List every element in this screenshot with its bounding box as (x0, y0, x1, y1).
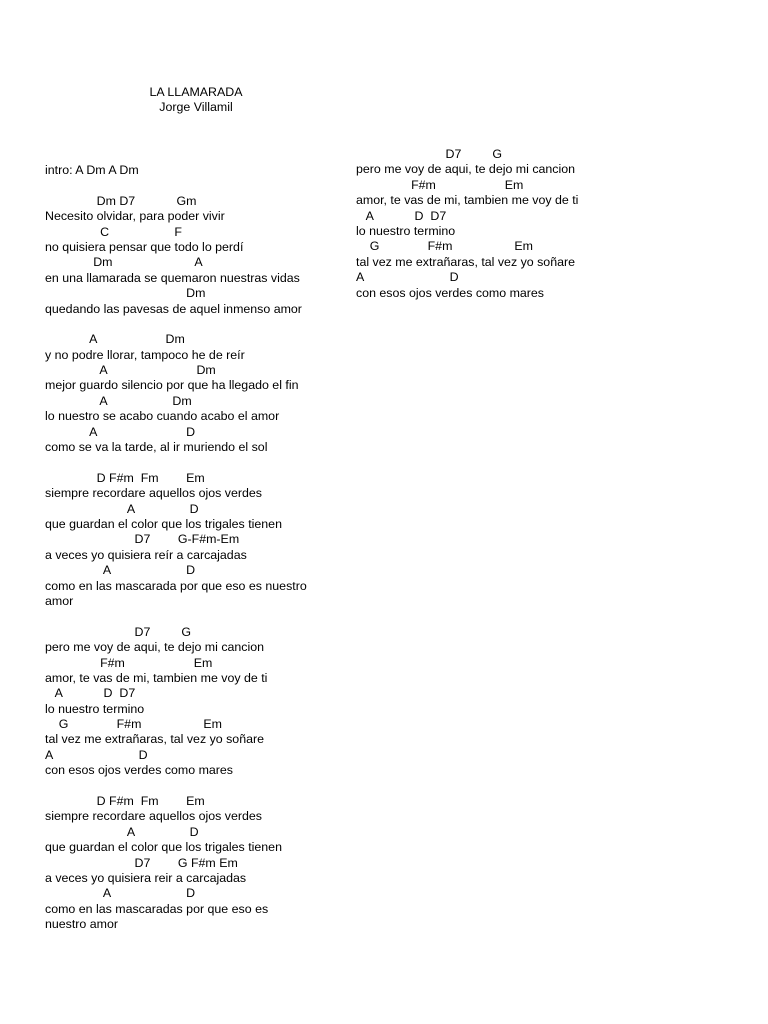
song-line: A D (45, 824, 199, 839)
song-line: A Dm (45, 363, 216, 378)
song-line: con esos ojos verdes como mares (45, 763, 234, 778)
song-line: F#m Em (356, 177, 524, 192)
song-line: lo nuestro se acabo cuando acabo el amor (45, 409, 280, 424)
song-line: mejor guardo silencio por que ha llegado el fin (45, 378, 299, 393)
song-line: A Dm (45, 393, 192, 408)
song-line: amor, te vas de mi, tambien me voy de ti (356, 193, 579, 208)
song-line (45, 317, 307, 332)
song-line: Dm A (45, 255, 203, 270)
song-line: A D D7 (356, 208, 447, 223)
song-line: A D (45, 886, 196, 901)
song-line: A D (356, 270, 459, 285)
song-line: pero me voy de aqui, te dejo mi cancion (45, 640, 265, 655)
song-line (45, 455, 307, 470)
song-line: quedando las pavesas de aquel inmenso amor (45, 301, 302, 316)
song-line (45, 609, 307, 624)
song-line: A D (45, 424, 196, 439)
song-line: Dm D7 Gm (45, 193, 197, 208)
song-line: siempre recordare aquellos ojos verdes (45, 809, 262, 824)
song-line: amor, te vas de mi, tambien me voy de ti (45, 670, 268, 685)
song-line: y no podre llorar, tampoco he de reír (45, 347, 245, 362)
song-line: D7 G (45, 624, 191, 639)
left-column (45, 163, 307, 933)
song-line: C F (45, 224, 183, 239)
song-line: D F#m Fm Em (45, 470, 205, 485)
song-line: A D (45, 501, 199, 516)
song-line: que guardan el color que los trigales tienen (45, 516, 282, 531)
song-line: con esos ojos verdes como mares (356, 285, 545, 300)
song-line: como en las mascarada por que eso es nuestro (45, 578, 307, 593)
song-line: G F#m Em (45, 717, 222, 732)
song-line: siempre recordare aquellos ojos verdes (45, 486, 262, 501)
song-line: F#m Em (45, 655, 213, 670)
song-line: tal vez me extrañaras, tal vez yo soñare (45, 732, 265, 747)
song-line: D7 G F#m Em (45, 855, 238, 870)
song-line: A D (45, 563, 196, 578)
song-line: pero me voy de aqui, te dejo mi cancion (356, 162, 576, 177)
song-title: LA LLAMARADA (149, 85, 243, 99)
song-line: amor (45, 593, 74, 608)
song-line: D7 G (356, 147, 502, 161)
song-line: como en las mascaradas por que eso es (45, 901, 269, 916)
song-line: tal vez me extrañaras, tal vez yo soñare (356, 254, 576, 269)
song-line: intro: A Dm A Dm (45, 163, 139, 177)
song-author: Jorge Villamil (159, 100, 233, 114)
song-line: D F#m Fm Em (45, 794, 205, 809)
song-line: a veces yo quisiera reir a carcajadas (45, 870, 247, 885)
right-column (356, 147, 578, 301)
song-line (45, 178, 307, 193)
song-line: como se va la tarde, al ir muriendo el sol (45, 440, 268, 455)
song-line: Dm (45, 286, 206, 301)
song-line: A Dm (45, 332, 185, 347)
song-line: G F#m Em (356, 239, 533, 254)
song-line: A D D7 (45, 686, 136, 701)
song-line: lo nuestro termino (45, 701, 145, 716)
song-line: no quisiera pensar que todo lo perdí (45, 239, 244, 254)
song-line: lo nuestro termino (356, 223, 456, 238)
song-line: A D (45, 747, 148, 762)
song-line: en una llamarada se quemaron nuestras vidas (45, 270, 300, 285)
song-line (45, 779, 307, 794)
song-line: nuestro amor (45, 917, 119, 932)
song-line: Necesito olvidar, para poder vivir (45, 209, 225, 224)
song-line: que guardan el color que los trigales tienen (45, 840, 282, 855)
song-line: a veces yo quisiera reír a carcajadas (45, 547, 247, 562)
song-line: D7 G-F#m-Em (45, 532, 240, 547)
